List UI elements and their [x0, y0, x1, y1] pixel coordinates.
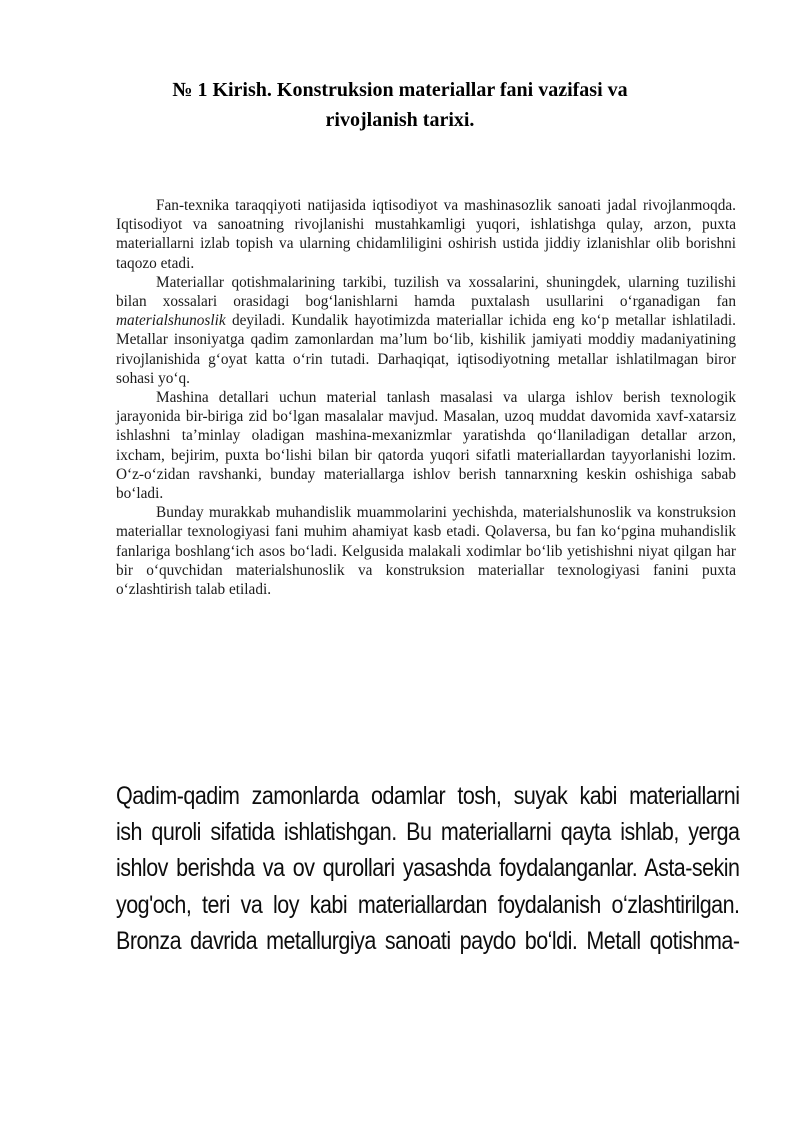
paragraph-2-term: materialshunoslik	[116, 312, 226, 330]
scan-2-line-1: Qadim-qadim zamonlarda odamlar tosh, suyak kabi materiallarni	[116, 782, 740, 810]
scan-2-line-4: yog'och, teri va loy kabi materiallardan foydalanish o‘zlashtirilgan.	[116, 890, 740, 919]
paragraph-4: Bunday murakkab muhandislik muammolarini yechishda, materialshunoslik va konstruksion materiallar texnologiyasi fani muhim ahamiyat kasb etadi. Qolaversa, bu fan ko‘pgina muhandislik fanlariga boshlang‘ich asos bo‘ladi. Kelgusida malakali xodimlar bo‘lib yetishishni niyat qilgan har bir o‘quvchidan materialshunoslik va konstruksion materiallar texnologiyasi fanini puxta o‘zlashtirish talab etiladi.	[116, 504, 736, 599]
paragraph-2-start: Materiallar qotishmalarining tarkibi, tuzilish va xossalarini, shuningdek, ularning tuzilishi bilan xossalari orasidagi bog‘lanishlarni hamda puxtalash usullarini o‘rganadigan fan	[116, 273, 736, 311]
page-title-line-1: № 1 Kirish. Konstruksion materiallar fani vazifasi va	[172, 79, 628, 101]
scanned-text-block-2	[116, 778, 740, 959]
paragraph-2	[116, 273, 736, 388]
scan-2-line-5: Bronza davrida metallurgiya sanoati paydo bo‘ldi. Metall qotishma-	[116, 926, 740, 955]
paragraph-2-end: deyiladi. Kundalik hayotimizda materiallar ichida eng ko‘p metallar ishlatiladi. Metallar insoniyatga qadim zamonlardan ma’lum bo‘lib, kishilik jamiyati moddiy madaniyatining rivojlanishida g‘oyat katta o‘rin tutadi. Darhaqiqat, iqtisodiyotning metallar ishlatilmagan biror sohasi yo‘q.	[116, 312, 736, 387]
scan-2-line-2: ish quroli sifatida ishlatishgan. Bu materiallarni qayta ishlab, yerga	[116, 818, 740, 847]
paragraph-1: Fan-texnika taraqqiyoti natijasida iqtisodiyot va mashinasozlik sanoati jadal rivojlanmoqda. Iqtisodiyot va sanoatning rivojlanishi mustahkamligi yuqori, ishlatishga qulay, arzon, puxta materiallarni izlab topish va ularning chidamliligini oshirish ustida jiddiy izlanishlar olib borishni taqozo etadi.	[116, 197, 736, 272]
scan-2-line-3: ishlov berishda va ov qurollari yasashda foydalanganlar. Asta-sekin	[116, 854, 740, 883]
scanned-text-block-1	[116, 196, 736, 599]
paragraph-3: Mashina detallari uchun material tanlash masalasi va ularga ishlov berish texnologik jarayonida bir-biriga zid bo‘lgan masalalar mavjud. Masalan, uzoq muddat davomida xavf-xatarsiz ishlashni ta’minlay oladigan mashina-mexanizmlar yaratishda qo‘llaniladigan detallar arzon, ixcham, bejirim, puxta bo‘lishi bilan bir qatorda yuqori sifatli materiallardan tayyorlanishi lozim. O‘z-o‘zidan ravshanki, bunday materiallarga ishlov berish tannarxning keskin oshishiga sabab bo‘ladi.	[116, 389, 736, 503]
page-title-line-2: rivojlanish tarixi.	[325, 109, 475, 131]
page-title	[100, 75, 700, 135]
